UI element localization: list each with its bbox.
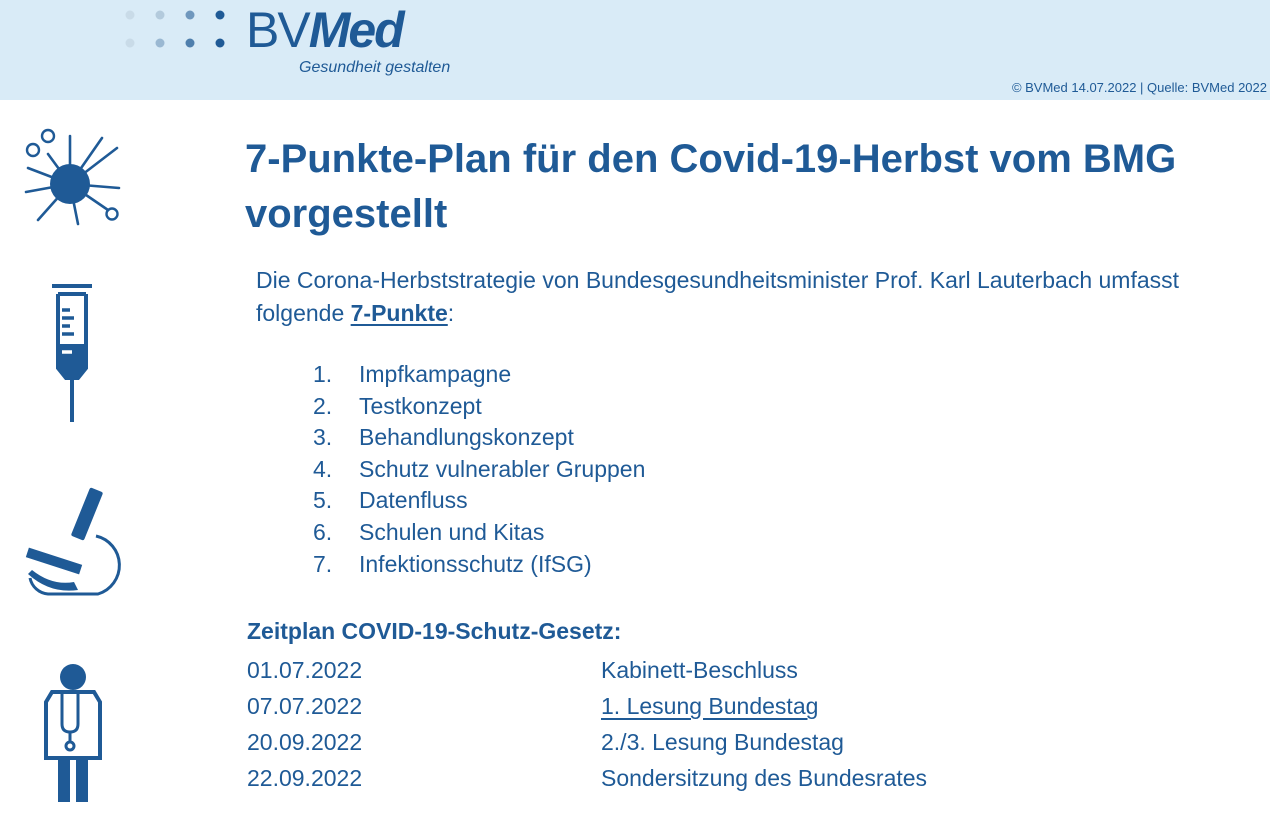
points-list bbox=[313, 359, 645, 580]
list-item-number: 5. bbox=[313, 487, 333, 514]
list-item-label: Behandlungskonzept bbox=[359, 424, 574, 451]
list-item bbox=[313, 359, 645, 391]
virus-icon bbox=[24, 128, 122, 226]
microscope-icon bbox=[22, 482, 124, 600]
table-row bbox=[247, 724, 927, 760]
intro-text: Die Corona-Herbststrategie von Bundesgesundheitsminister Prof. Karl Lauterbach umfasst folgende bbox=[256, 267, 1180, 326]
list-item-label: Schutz vulnerabler Gruppen bbox=[359, 455, 646, 482]
logo-tagline: Gesundheit gestalten bbox=[299, 59, 451, 76]
list-item-label: Infektionsschutz (IfSG) bbox=[359, 550, 592, 577]
list-item bbox=[313, 422, 645, 454]
logo-bv: BV bbox=[246, 2, 309, 58]
list-item bbox=[313, 391, 645, 423]
list-item bbox=[313, 454, 645, 486]
doctor-icon bbox=[42, 662, 104, 806]
logo-dots-icon bbox=[124, 8, 234, 50]
schedule-event: 2./3. Lesung Bundestag bbox=[601, 729, 844, 755]
schedule-event: Kabinett-Beschluss bbox=[601, 657, 798, 683]
header-band bbox=[0, 0, 1270, 100]
syringe-icon bbox=[44, 282, 100, 428]
logo[interactable] bbox=[246, 2, 403, 58]
intro-suffix: : bbox=[447, 300, 455, 326]
schedule-date: 22.09.2022 bbox=[247, 765, 363, 791]
first-reading-link[interactable]: 1. Lesung Bundestag bbox=[601, 693, 819, 719]
intro-paragraph bbox=[256, 264, 1256, 330]
list-item-number: 3. bbox=[313, 424, 333, 451]
list-item-number: 2. bbox=[313, 392, 333, 419]
page-title: 7-Punkte-Plan für den Covid-19-Herbst vom BMG vorgestellt bbox=[245, 137, 1177, 236]
list-item bbox=[313, 485, 645, 517]
schedule-date: 07.07.2022 bbox=[247, 693, 363, 719]
list-item-number: 6. bbox=[313, 518, 333, 545]
list-item-label: Impfkampagne bbox=[359, 361, 512, 387]
schedule-event: Sondersitzung des Bundesrates bbox=[601, 765, 928, 791]
schedule-date: 01.07.2022 bbox=[247, 657, 363, 683]
copyright-source: © BVMed 14.07.2022 | Quelle: BVMed 2022 bbox=[1011, 80, 1267, 95]
logo-med: Med bbox=[308, 2, 403, 58]
list-item-number: 1. bbox=[313, 361, 333, 387]
schedule-date: 20.09.2022 bbox=[247, 729, 363, 755]
list-item bbox=[313, 549, 645, 581]
seven-points-link[interactable]: 7-Punkte bbox=[350, 300, 448, 326]
table-row bbox=[247, 760, 927, 796]
table-row bbox=[247, 652, 927, 688]
list-item-number: 7. bbox=[313, 550, 333, 577]
list-item-label: Testkonzept bbox=[359, 392, 482, 419]
list-item-number: 4. bbox=[313, 455, 333, 482]
table-row bbox=[247, 688, 927, 724]
list-item-label: Datenfluss bbox=[359, 487, 468, 514]
list-item-label: Schulen und Kitas bbox=[359, 518, 545, 545]
list-item bbox=[313, 517, 645, 549]
schedule-title: Zeitplan COVID-19-Schutz-Gesetz: bbox=[247, 618, 622, 644]
schedule-table bbox=[247, 652, 927, 796]
